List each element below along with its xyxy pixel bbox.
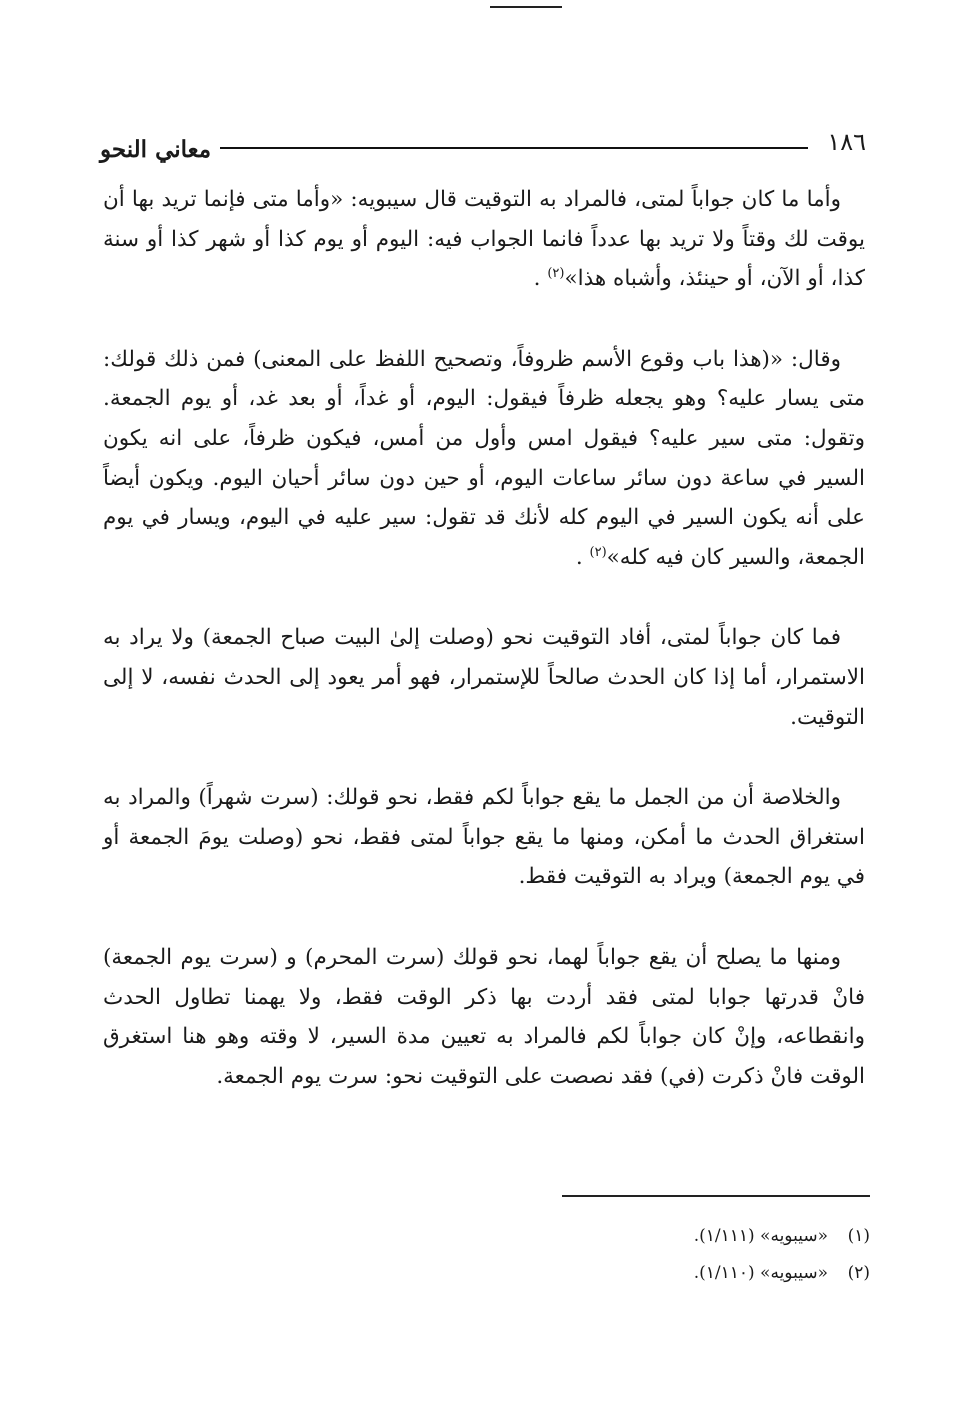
footnote-text: «سيبويه» (١/١١١). — [693, 1226, 828, 1246]
paragraph — [103, 778, 865, 897]
footnote-number: (٢) — [847, 1263, 870, 1283]
footnote — [370, 1255, 870, 1292]
paragraph-text: والخلاصة أن من الجمل ما يقع جواباً لكم فقط، نحو قولك: (سرت شهراً) والمراد به استغراق الحدث ما أمكن، ومنها ما يقع جواباً لمتى فقط، نحو (وصلت يومَ الجمعة أو في يوم الجمعة) ويراد به التوقيت فقط. — [103, 785, 865, 890]
paragraph-text: ومنها ما يصلح أن يقع جواباً لهما، نحو قولك (سرت المحرم) و (سرت يوم الجمعة) فانْ قدرتها جوابا لمتى فقد أردت بها ذكر الوقت فقط، ولا يهمنا تطاول الحدث وانقطاعه، وإنْ كان جواباً لكم فالمراد به تعيين مدة السير، لا وقته وهو هنا استغرق الوقت فانْ ذكرت (في) فقد نصصت على التوقيت نحو: سرت يوم الجمعة. — [103, 944, 865, 1089]
paragraph — [103, 180, 865, 299]
paragraph-tail: . — [575, 544, 590, 570]
footnote-number: (١) — [847, 1226, 870, 1246]
footnote-text: «سيبويه» (١/١١٠). — [693, 1263, 828, 1283]
page-number: ١٨٦ — [827, 128, 866, 156]
top-edge-rule — [490, 6, 562, 8]
paragraph-text: فما كان جواباً لمتى، أفاد التوقيت نحو (وصلت إلىٰ البيت صباح الجمعة) ولا يراد به الاستمرار، أما إذا كان الحدث صالحاً للإستمرار، فهو أمر يعود إلى الحدث نفسه، لا إلى التوقيت. — [103, 625, 865, 730]
page-header — [100, 128, 866, 168]
footnote-marker: (٢) — [589, 544, 607, 560]
paragraph-tail: . — [533, 266, 548, 292]
footnote-marker: (٢) — [547, 266, 565, 282]
running-title: معاني النحو — [100, 136, 212, 163]
paragraph — [103, 618, 865, 737]
paragraph — [103, 938, 865, 1096]
footnote — [370, 1218, 870, 1255]
header-rule — [220, 147, 808, 149]
paragraph — [103, 340, 865, 578]
footnotes — [370, 1218, 870, 1292]
paragraph-text: وأما ما كان جواباً لمتى، فالمراد به التوقيت قال سيبويه: «وأما متى فإنما تريد بها أن يوقت لك وقتاً ولا تريد بها عدداً فانما الجواب فيه: اليوم أو يوم كذا أو شهر كذا أو سنة كذا، أو الآن، أو حينئذ، وأشباه هذا» — [103, 187, 865, 292]
footnote-rule — [562, 1195, 870, 1197]
paragraph-text: وقال: «(هذا باب وقوع الأسم ظروفاً، وتصحيح اللفظ على المعنى) فمن ذلك قولك: متى يسار عليه؟ وهو يجعله ظرفاً فيقول: اليوم، أو غداً، أو بعد غد، أو يوم الجمعة. وتقول: متى سير عليه؟ فيقول امس وأول من أمس، فيكون ظرفاً، على انه يكون السير في ساعة دون سائر ساعات اليوم، أو حين دون سائر أحيان اليوم. ويكون أيضاً على أنه يكون السير في اليوم كله لأنك قد تقول: سير عليه في اليوم، ويسار في يوم الجمعة، والسير كان فيه كله» — [103, 346, 865, 570]
body-text — [103, 180, 865, 1137]
